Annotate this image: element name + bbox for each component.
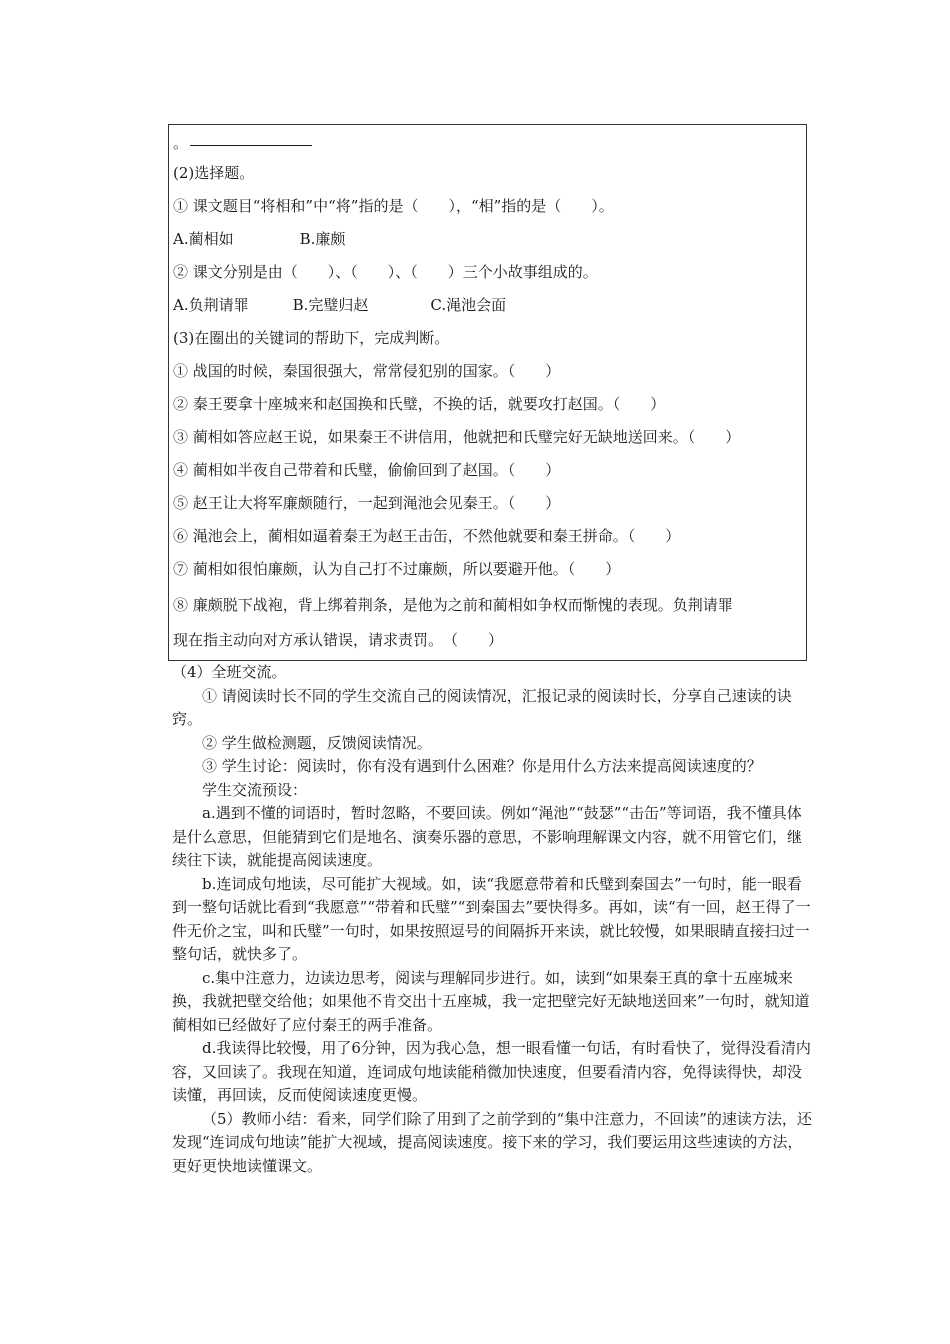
option-b: B.完璧归赵 (292, 296, 369, 314)
q3-item: ④ 蔺相如半夜自己带着和氏璧，偷偷回到了赵国。（ ） (173, 461, 561, 479)
paragraph: ① 请阅读时长不同的学生交流自己的阅读情况，汇报记录的阅读时长，分享自己速读的诀窍。 (172, 686, 792, 728)
option-b: B.廉颇 (299, 230, 346, 248)
q3-item: ⑥ 渑池会上，蔺相如逼着秦王为赵王击缶，不然他就要和秦王拼命。（ ） (173, 527, 681, 545)
lesson-body (172, 661, 812, 1178)
paragraph: c.集中注意力，边读边思考，阅读与理解同步进行。如，读到“如果秦王真的拿十五座城来换，我就把壁交给他；如果他不肯交出十五座城，我一定把壁完好无缺地送回来”一句时，就知道蔺相如已经做好了应付秦王的两手准备。 (172, 968, 810, 1034)
q3-item: ② 秦王要拿十座城来和赵国换和氏璧，不换的话，就要攻打赵国。（ ） (173, 395, 666, 413)
q3-item: ① 战国的时候，秦国很强大，常常侵犯别的国家。（ ） (173, 362, 561, 380)
q2-item-2-options (173, 295, 506, 315)
q2-item-1: ① 课文题目“将相和”中“将”指的是（ ），“相”指的是（ ）。 (173, 197, 614, 215)
answer-blank (190, 135, 312, 146)
q3-item: ⑤ 赵王让大将军廉颇随行，一起到渑池会见秦王。（ ） (173, 494, 561, 512)
answer-line: 。 (173, 133, 312, 153)
q2-title: (2)选择题。 (173, 164, 255, 182)
teacher-summary: （5）教师小结：看来，同学们除了用到了之前学到的“集中注意力，不回读”的速读方法，还发现“连词成句地读”能扩大视域，提高阅读速度。接下来的学习，我们要运用这些速读的方法，更好更快地读懂课文。 (172, 1109, 812, 1175)
paragraph: ② 学生做检测题，反馈阅读情况。 (202, 733, 432, 752)
option-a: A.蔺相如 (173, 230, 234, 248)
q3-item: ⑦ 蔺相如很怕廉颇，认为自己打不过廉颇，所以要避开他。（ ） (173, 560, 621, 578)
section-4-title: （4）全班交流。 (172, 663, 287, 681)
paragraph: ③ 学生讨论：阅读时，你有没有遇到什么困难？你是用什么方法来提高阅读速度的？ (202, 757, 762, 775)
q3-title: (3)在圈出的关键词的帮助下，完成判断。 (173, 329, 450, 347)
paragraph: b.连词成句地读，尽可能扩大视域。如，读“我愿意带着和氏璧到秦国去”一句时，能一眼看到一整句话就比看到“我愿意”“带着和氏璧”“到秦国去”要快得多。再如，读“有一回，赵王得了一件无价之宝，叫和氏璧”一句时，如果按照逗号的间隔拆开来读，就比较慢，如果眼睛直接扫过一整句话，就快多了。 (172, 874, 811, 963)
q2-item-1-options (173, 229, 345, 249)
paragraph: a.遇到不懂的词语时，暂时忽略，不要回读。例如“渑池”“鼓瑟”“击缶”等词语，我不懂具体是什么意思，但能猜到它们是地名、演奏乐器的意思，不影响理解课文内容，就不用管它们，继续往下读，就能提高阅读速度。 (172, 804, 803, 869)
q2-item-2: ② 课文分别是由（ ）、（ ）、（ ）三个小故事组成的。 (173, 263, 598, 281)
paragraph: d.我读得比较慢，用了6分钟，因为我心急，想一眼看懂一句话，有时看快了，觉得没看清内容，又回读了。我现在知道，连词成句地读能稍微加快速度，但要看清内容，免得读得快，却没读懂，再回读，反而使阅读速度更慢。 (172, 1039, 811, 1104)
q3-item: ⑧ 廉颇脱下战袍，背上绑着荆条，是他为之前和蔺相如争权而惭愧的表现。负荆请罪 (173, 596, 733, 614)
q3-item-continued: 现在指主动向对方承认错误，请求责罚。 （ ） (173, 631, 504, 649)
paragraph: 学生交流预设： (202, 780, 308, 799)
q3-item: ③ 蔺相如答应赵王说，如果秦王不讲信用，他就把和氏璧完好无缺地送回来。（ ） (173, 428, 741, 446)
exercise-box (168, 124, 807, 661)
option-c: C.渑池会面 (430, 296, 507, 314)
option-a: A.负荆请罪 (173, 296, 249, 314)
